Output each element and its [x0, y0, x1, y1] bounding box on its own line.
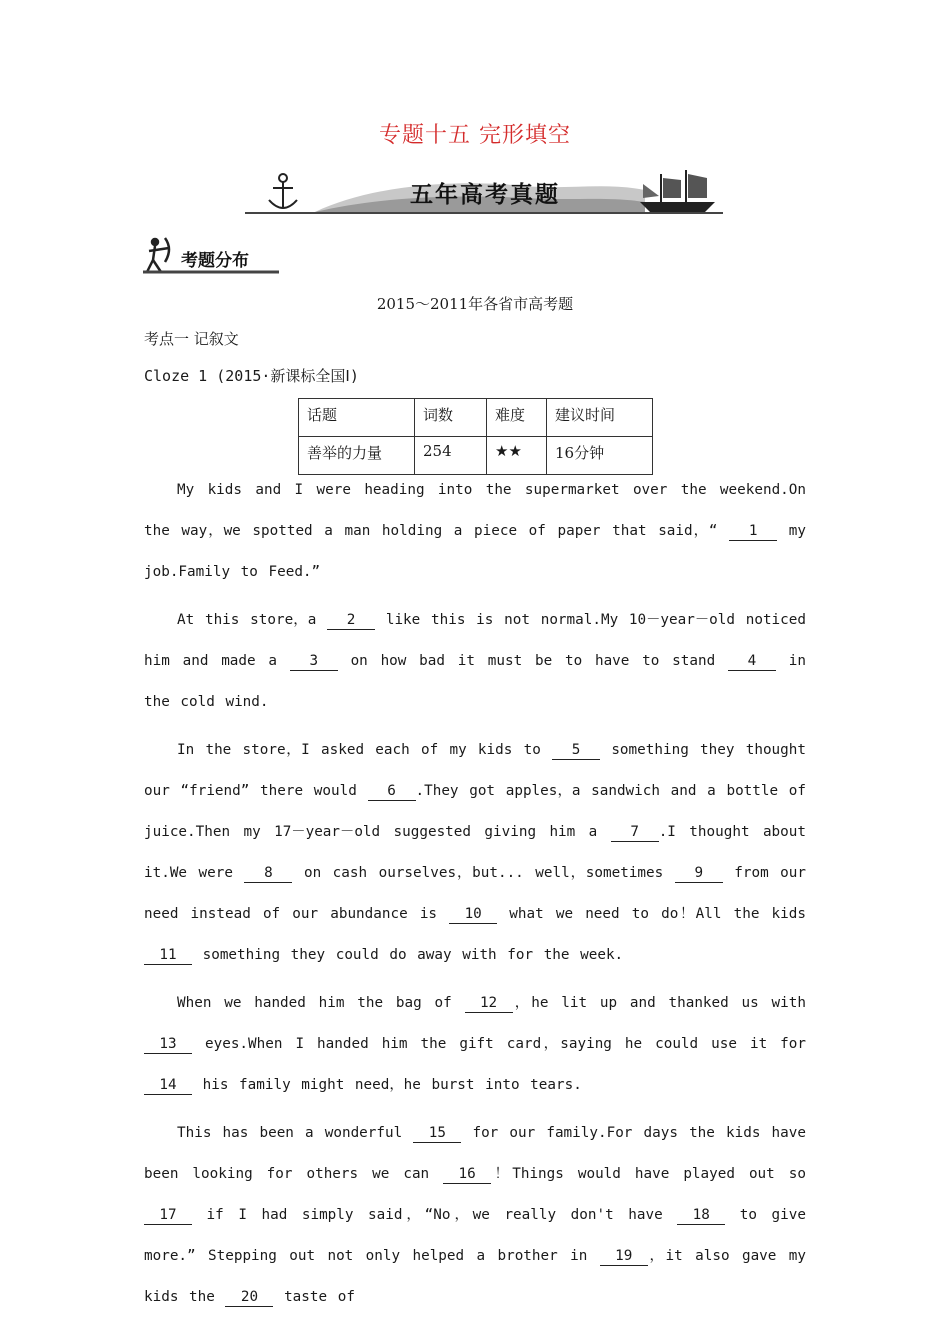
text-segment: something they could do away with for the week. [192, 947, 624, 963]
paragraph [144, 470, 806, 593]
text-segment: what we need to do！All the kids [497, 906, 806, 922]
blank-14[interactable]: 14 [144, 1076, 192, 1095]
section-title: 考题分布 [181, 251, 249, 271]
blank-7[interactable]: 7 [611, 823, 659, 842]
text-segment: something they thought our “friend” there would [144, 742, 806, 799]
cloze-label: Cloze 1 (2015·新课标全国Ⅰ) [144, 367, 359, 385]
table-header-cell: 难度 [487, 399, 547, 437]
paragraph [144, 730, 806, 976]
blank-4[interactable]: 4 [728, 652, 776, 671]
text-segment: My kids and I were heading into the supermarket over the weekend.On the way，we spotted a man holding a piece of paper that said，“ [144, 482, 806, 539]
blank-17[interactable]: 17 [144, 1206, 192, 1225]
table-row [299, 437, 653, 475]
blank-13[interactable]: 13 [144, 1035, 192, 1054]
exam-range-subtitle: 2015～2011年各省市高考题 [376, 295, 574, 313]
paragraph [144, 983, 806, 1106]
banner-title: 五年高考真题 [410, 182, 560, 208]
text-segment: taste of [273, 1289, 355, 1305]
blank-19[interactable]: 19 [600, 1247, 648, 1266]
text-segment: my job.Family to Feed.” [144, 523, 807, 580]
table-header-row [299, 399, 653, 437]
table-header-cell: 词数 [415, 399, 487, 437]
blank-12[interactable]: 12 [465, 994, 513, 1013]
text-segment: for our family.For days the kids have been looking for others we can [144, 1125, 806, 1182]
blank-18[interactable]: 18 [677, 1206, 725, 1225]
blank-15[interactable]: 15 [413, 1124, 461, 1143]
text-segment: ！Things would have played out so [491, 1166, 806, 1182]
table-cell: 254 [415, 437, 487, 475]
table-cell: 善举的力量 [299, 437, 415, 475]
table-cell: 16分钟 [547, 437, 653, 475]
text-segment: in the cold wind. [144, 653, 806, 710]
text-segment: ，it also gave my kids the [144, 1248, 806, 1305]
table-header-cell: 话题 [299, 399, 415, 437]
text-segment: eyes.When I handed him the gift card，saying he could use it for [192, 1036, 806, 1052]
cloze-article [144, 470, 806, 1325]
archer-icon [147, 238, 169, 272]
blank-20[interactable]: 20 [225, 1288, 273, 1307]
blank-6[interactable]: 6 [368, 782, 416, 801]
text-segment: on how bad it must be to have to stand [337, 653, 728, 669]
blank-16[interactable]: 16 [443, 1165, 491, 1184]
paragraph [144, 600, 806, 723]
text-segment: from our need instead of our abundance is [144, 865, 806, 922]
table-cell: ★★ [487, 437, 547, 475]
page-title: 专题十五 完形填空 [379, 123, 571, 148]
anchor-icon [269, 174, 297, 208]
blank-3[interactable]: 3 [290, 652, 338, 671]
blank-1[interactable]: 1 [729, 522, 777, 541]
text-segment: like this is not normal.My 10－year－old noticed him and made a [144, 612, 806, 669]
text-segment: .They got apples，a sandwich and a bottle of juice.Then my 17－year－old suggested giving him a [144, 783, 807, 840]
text-segment: At this store，a [177, 612, 328, 628]
blank-5[interactable]: 5 [552, 741, 600, 760]
text-segment: ，he lit up and thanked us with [512, 995, 806, 1011]
blank-10[interactable]: 10 [449, 905, 497, 924]
text-segment: his family might need，he burst into tears. [192, 1077, 582, 1093]
text-segment: on cash ourselves，but... well，sometimes [292, 865, 675, 881]
blank-9[interactable]: 9 [675, 864, 723, 883]
text-segment: This has been a wonderful [177, 1125, 414, 1141]
blank-11[interactable]: 11 [144, 946, 192, 965]
info-table [298, 398, 653, 475]
text-segment: In the store，I asked each of my kids to [177, 742, 553, 758]
ship-icon [640, 170, 715, 212]
blank-2[interactable]: 2 [327, 611, 375, 630]
text-segment: if I had simply said，“No，we really don't have [192, 1207, 678, 1223]
exam-point-label: 考点一 记叙文 [144, 330, 239, 348]
text-segment: .I thought about it.We were [144, 824, 806, 881]
paragraph [144, 1113, 806, 1318]
text-segment: to give more.” Stepping out not only helped a brother in [144, 1207, 806, 1264]
blank-8[interactable]: 8 [244, 864, 292, 883]
text-segment: When we handed him the bag of [177, 995, 465, 1011]
table-header-cell: 建议时间 [547, 399, 653, 437]
